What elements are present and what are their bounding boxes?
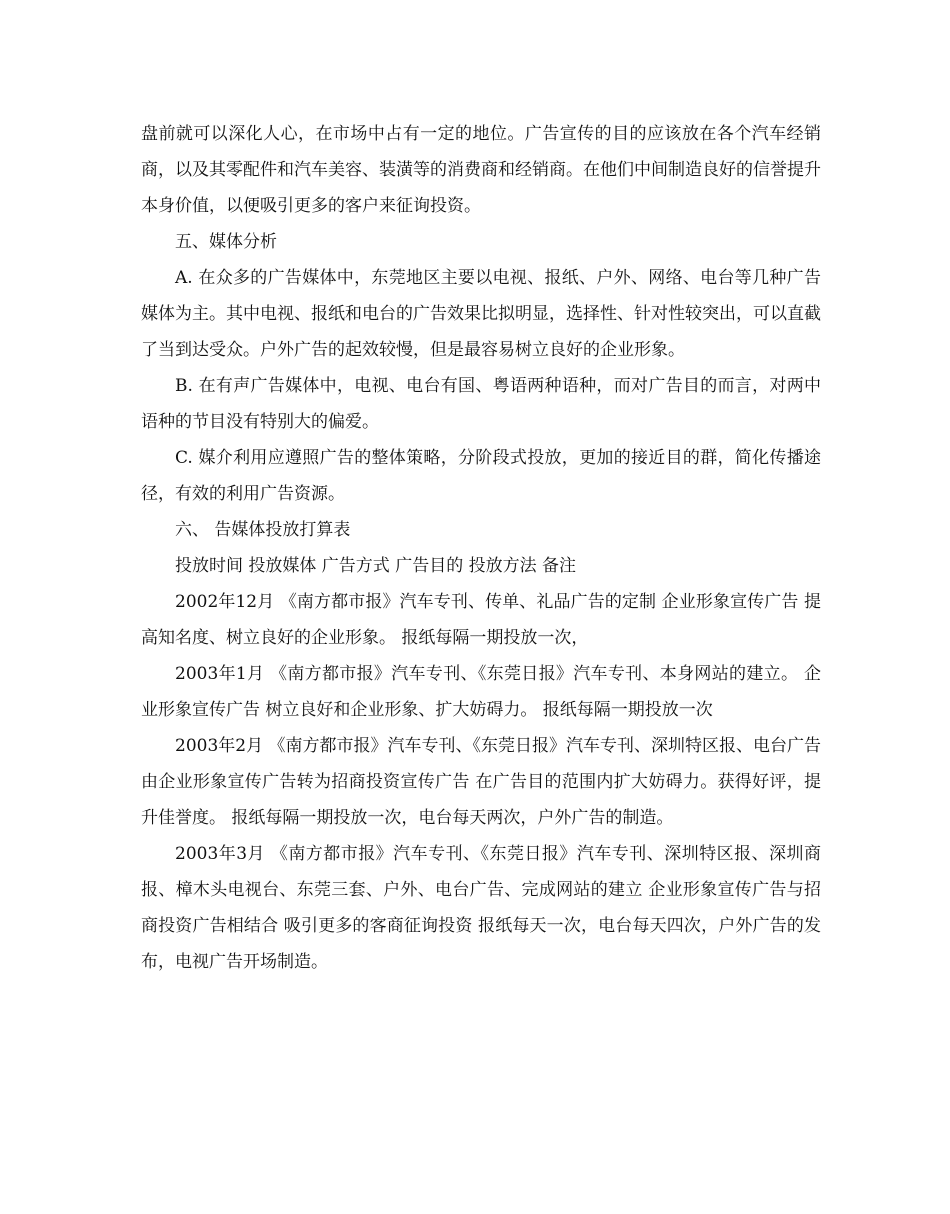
plan-row-2003-03: 2003年3月 《南方都市报》汽车专刊、《东莞日报》汽车专刊、深圳特区报、深圳商报、樟木头电视台、东莞三套、户外、电台广告、完成网站的建立 企业形象宣传广告与招商投资广告相结合 吸引更多的客商征询投资 报纸每天一次，电台每天四次，户外广告的发布，电视广告开场制造。 <box>141 844 821 972</box>
document-body <box>141 116 827 980</box>
paragraph-media-c: C. 媒介利用应遵照广告的整体策略，分阶段式投放，更加的接近目的群，简化传播途径，有效的利用广告资源。 <box>141 448 821 504</box>
plan-row-2003-02: 2003年2月 《南方都市报》汽车专刊、《东莞日报》汽车专刊、深圳特区报、电台广告 由企业形象宣传广告转为招商投资宣传广告 在广告目的范围内扩大妨碍力。获得好评，提升佳誉度。 报纸每隔一期投放一次，电台每天两次，户外广告的制造。 <box>141 736 827 828</box>
section-heading-media-analysis: 五、媒体分析 <box>175 232 277 252</box>
plan-header-row: 投放时间 投放媒体 广告方式 广告目的 投放方法 备注 <box>175 556 577 576</box>
plan-row-2002-12: 2002年12月 《南方都市报》汽车专刊、传单、礼品广告的定制 企业形象宣传广告 提高知名度、树立良好的企业形象。 报纸每隔一期投放一次， <box>141 592 821 648</box>
plan-row-2003-01: 2003年1月 《南方都市报》汽车专刊、《东莞日报》汽车专刊、本身网站的建立。 企业形象宣传广告 树立良好和企业形象、扩大妨碍力。 报纸每隔一期投放一次 <box>141 664 821 720</box>
section-heading-media-plan: 六、 告媒体投放打算表 <box>175 520 351 540</box>
paragraph-media-a: A. 在众多的广告媒体中，东莞地区主要以电视、报纸、户外、网络、电台等几种广告媒体为主。其中电视、报纸和电台的广告效果比拟明显，选择性、针对性较突出，可以直截了当到达受众。户外广告的起效较慢，但是最容易树立良好的企业形象。 <box>141 268 821 360</box>
paragraph-media-b: B. 在有声广告媒体中，电视、电台有国、粤语两种语种，而对广告目的而言，对两中语种的节目没有特别大的偏爱。 <box>141 376 821 432</box>
paragraph-1: 盘前就可以深化人心，在市场中占有一定的地位。广告宣传的目的应该放在各个汽车经销商，以及其零配件和汽车美容、装潢等的消费商和经销商。在他们中间制造良好的信誉提升本身价值，以便吸引更多的客户来征询投资。 <box>141 124 821 216</box>
